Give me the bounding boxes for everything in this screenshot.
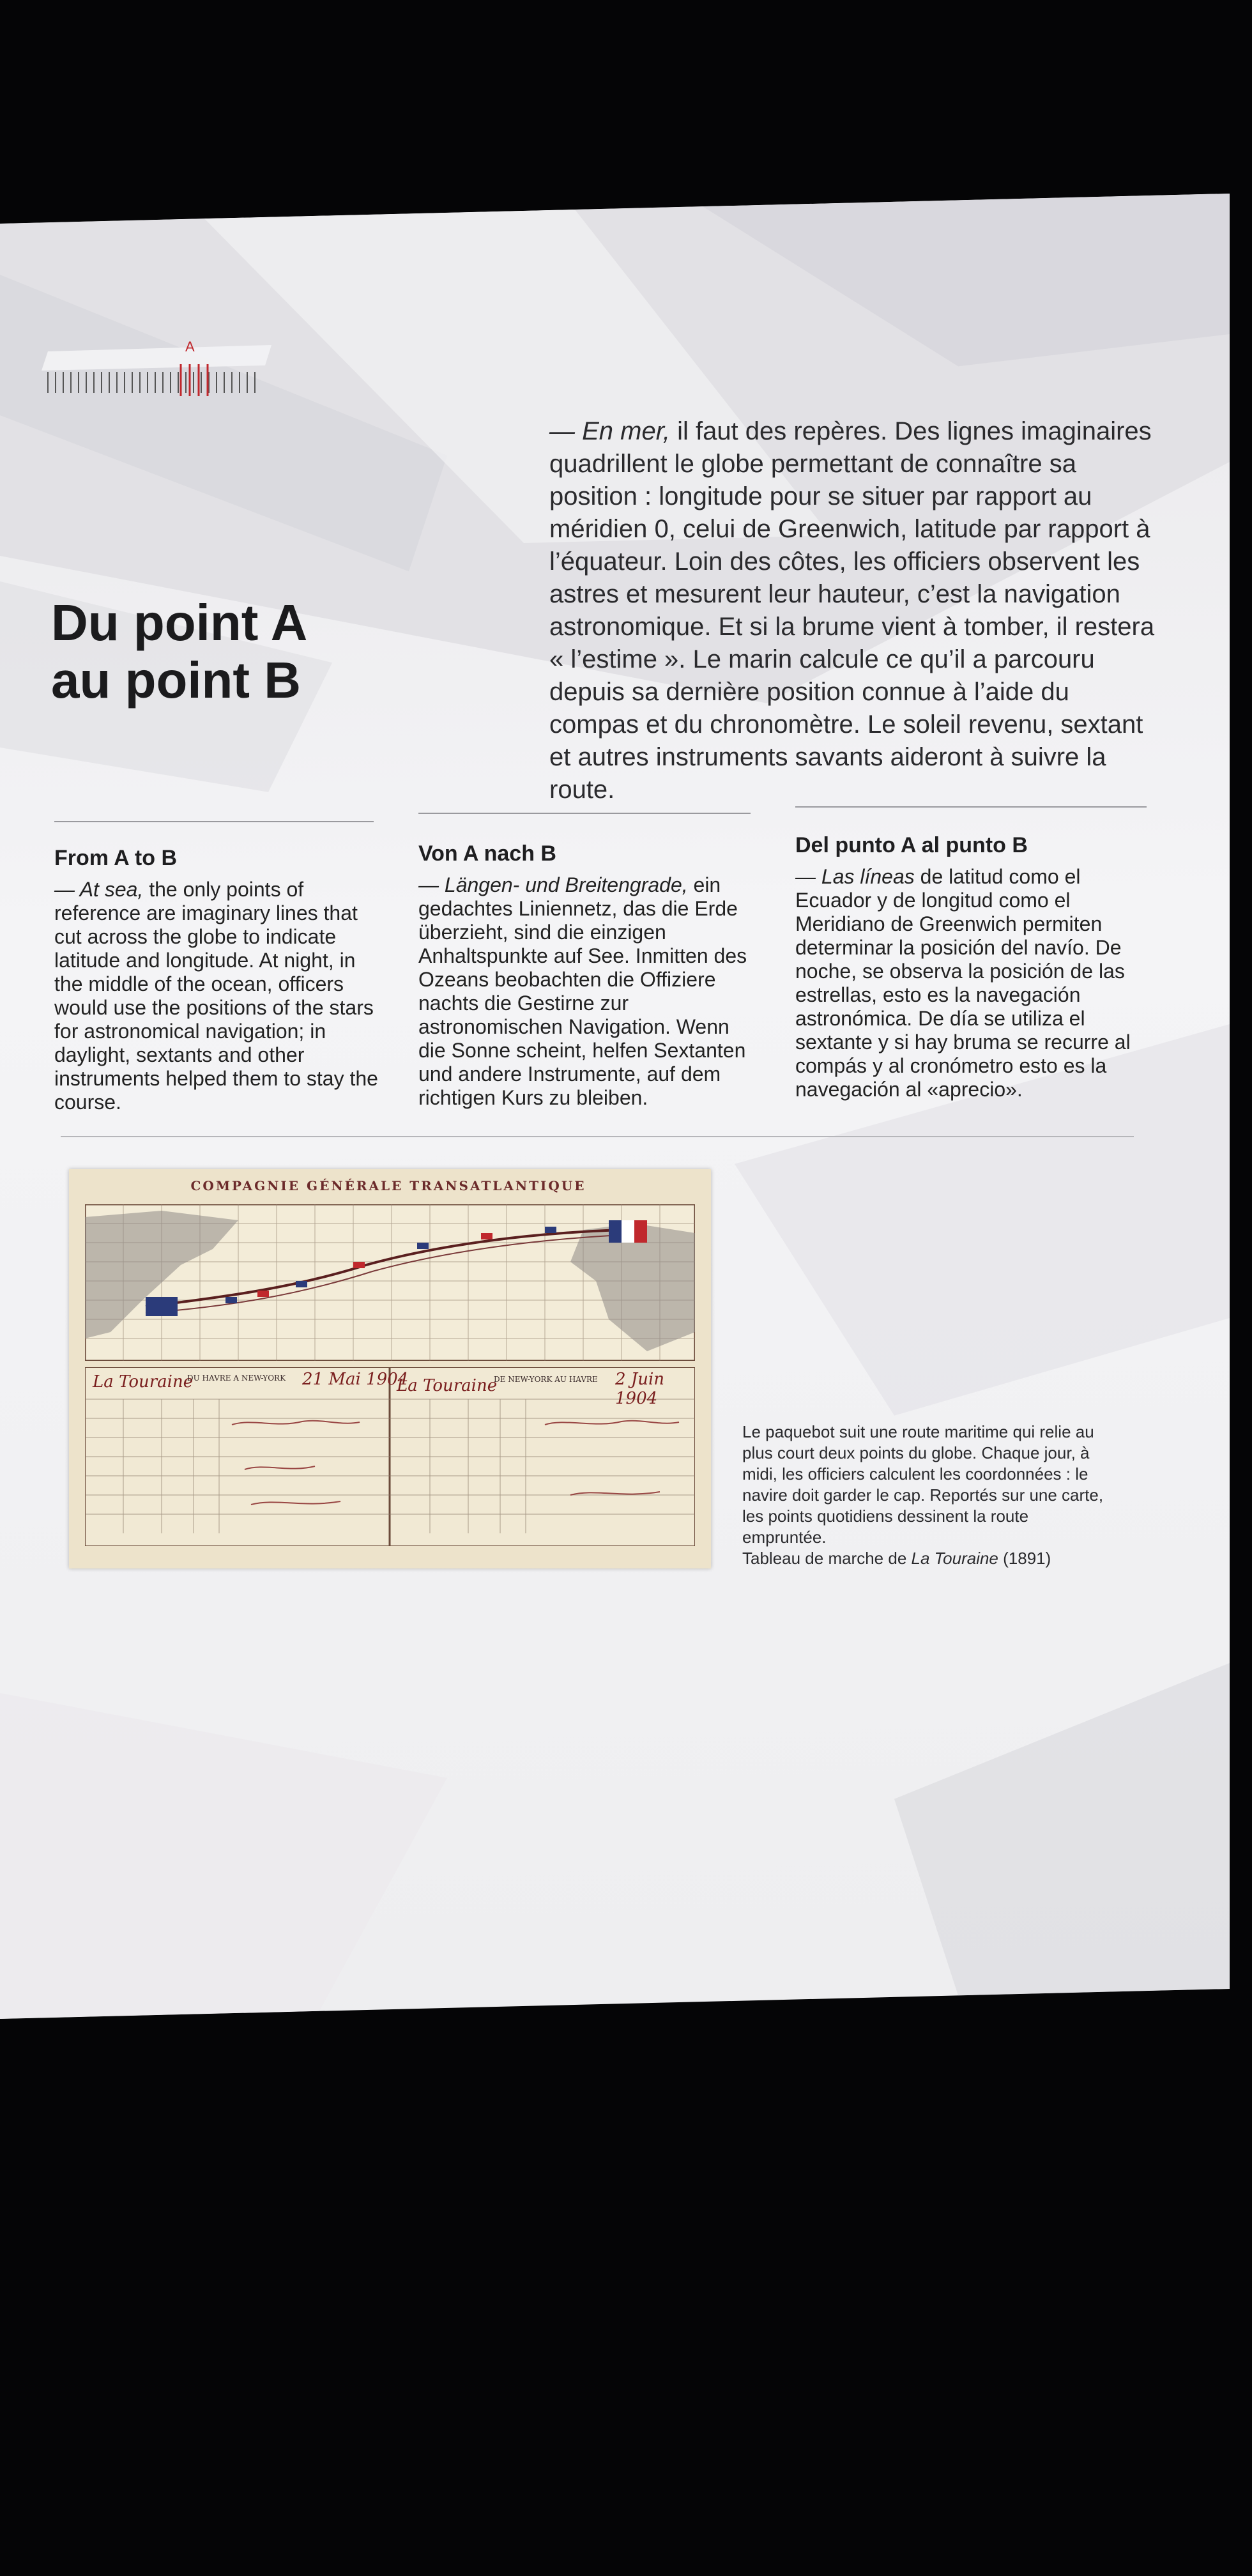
column-spanish (795, 834, 1153, 1101)
intro-body: il faut des repères. Des lignes imaginaires quadrillent le globe permettant de connaître sa position : longitude pour se situer par rapport au méridien 0, celui de Greenwich, latitude par rapport à l’équateur. Loin des côtes, les officiers observent les astres et mesurent leur hauteur, c’est la navigation astronomique. Et si la brume vient à tomber, il restera « l’estime ». Le marin calcule ce qu’il a parcouru depuis sa dernière position connue à l’aide du compas et du chronomètre. Le soleil revenu, sextant et autres instruments savants aideront à suivre la route. (549, 417, 1155, 804)
heading-german: Von A nach B (418, 841, 556, 866)
document-header: COMPAGNIE GÉNÉRALE TRANSATLANTIQUE (190, 1178, 586, 1193)
log-grid (85, 1367, 695, 1546)
heading-english: From A to B (54, 846, 178, 870)
intro-text-fr (549, 415, 1156, 806)
title-line-1: Du point A (51, 594, 308, 651)
route-map-image (85, 1204, 695, 1361)
caption-source-suffix: (1891) (998, 1549, 1051, 1568)
voyage-log-table (85, 1367, 695, 1546)
caption-text: Le paquebot suit une route maritime qui relie au plus court deux points du globe. Chaque jour, à midi, les officiers calculent les coordonnées : le navire doit garder le cap. Reportés sur une carte, les points quotidiens dessinent la route empruntée. (742, 1422, 1104, 1547)
svg-text:A: A (185, 339, 195, 355)
body-german: ein gedachtes Liniennetz, das die Erde überzieht, sind die einzigen Anhaltspunkte auf See. Inmitten des Ozeans beobachten die Offiziere nachts die Gestirne zur astronomischen Navigation. Wenn die Sonne scheint, helfen Sextanten und andere Instrumente, auf dem richtigen Kurs zu bleiben. (418, 873, 747, 1109)
column-english (54, 847, 380, 1114)
body-spanish: de latitud como el Ecuador y de longitud como el Meridiano de Greenwich permiten determinar la posición del navío. De noche, se observa la posición de las estrellas, esto es la navegación astronómica. De día se utiliza el sextante y si hay bruma se recurre al compás y al cronómetro esto es la navegación al «aprecio». (795, 865, 1131, 1101)
lead-german: — Längen- und Breitengrade, (418, 873, 688, 896)
caption-source-title: La Touraine (911, 1549, 998, 1568)
image-caption (742, 1422, 1113, 1569)
intro-lead: — En mer, (549, 417, 670, 445)
heading-spanish: Del punto A al punto B (795, 833, 1028, 857)
text-english (54, 878, 380, 1114)
left-date: 21 Mai 1904 (302, 1370, 409, 1389)
ruler-scale-icon (42, 326, 271, 402)
left-route: DU HAVRE A NEW-YORK (187, 1374, 286, 1383)
lead-spanish: — Las líneas (795, 865, 915, 888)
left-ship-name: La Touraine (93, 1372, 194, 1392)
right-ship-name: La Touraine (397, 1376, 498, 1395)
caption-source-prefix: Tableau de marche de (742, 1549, 912, 1568)
historic-document (69, 1169, 711, 1568)
divider-es (795, 806, 1147, 808)
text-german (418, 873, 754, 1110)
right-route: DE NEW-YORK AU HAVRE (494, 1375, 598, 1384)
panel-title (51, 594, 307, 709)
body-english: the only points of reference are imaginary lines that cut across the globe to indicate latitude and longitude. At night, in the middle of the ocean, officers would use the positions of the stars for astronomical navigation; in daylight, sextants and other instruments helped them to stay the course. (54, 878, 378, 1114)
text-spanish (795, 865, 1153, 1101)
column-german (418, 842, 754, 1110)
right-date: 2 Juin 1904 (615, 1370, 665, 1408)
lead-english: — At sea, (54, 878, 144, 901)
divider-full (61, 1136, 1134, 1137)
title-line-2: au point B (51, 652, 302, 709)
divider-en (54, 821, 374, 822)
divider-de (418, 813, 751, 814)
